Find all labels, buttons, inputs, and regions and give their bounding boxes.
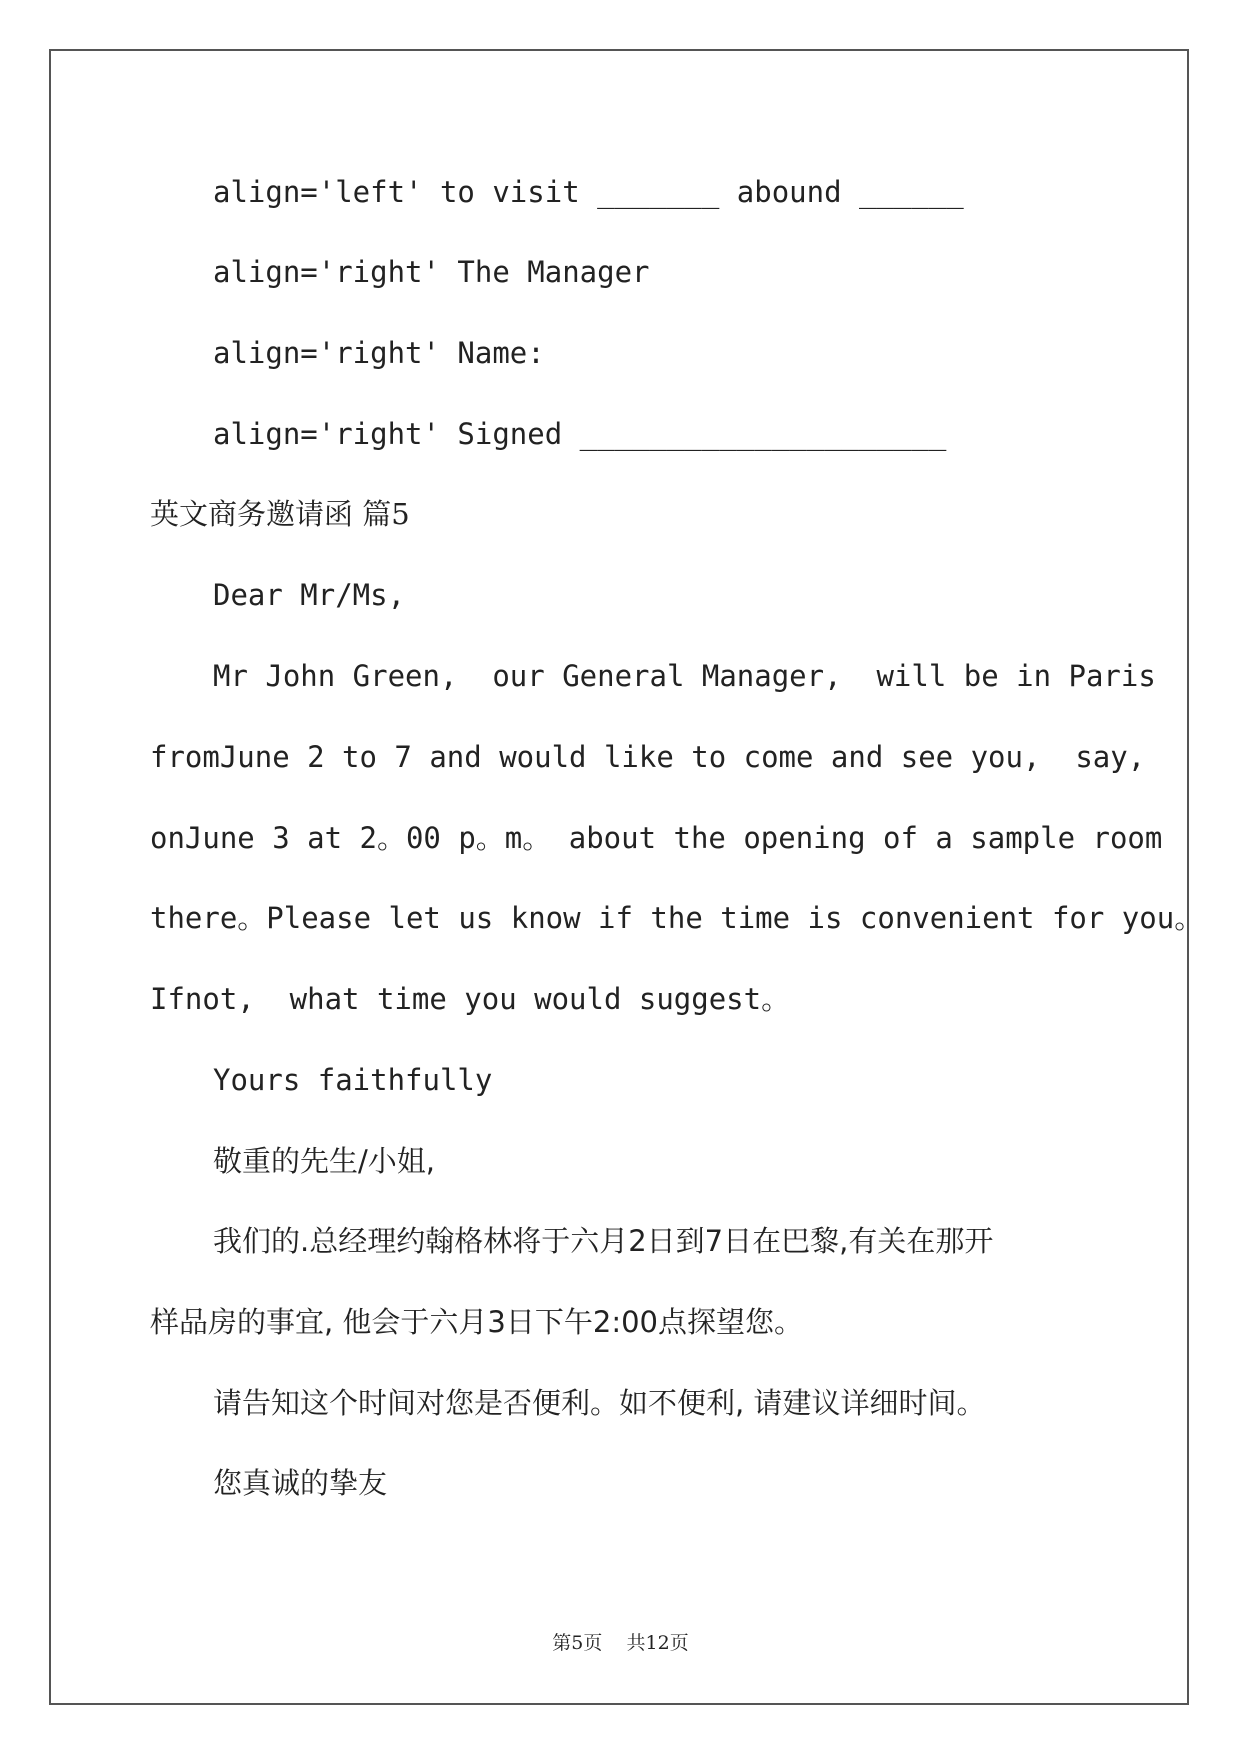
paragraph-en-line-2: fromJune 2 to 7 and would like to come and see you, say, xyxy=(150,740,1146,774)
paragraph-en-line-3: onJune 3 at 2。00 p。m。 about the opening of a sample room xyxy=(150,821,1163,855)
page-frame xyxy=(49,49,1189,1705)
paragraph-cn-line-1: 我们的.总经理约翰格林将于六月2日到7日在巴黎,有关在那开 xyxy=(213,1224,994,1258)
paragraph-cn-line-3: 请告知这个时间对您是否便利。如不便利, 请建议详细时间。 xyxy=(213,1386,986,1420)
page-number: 第5页 共12页 xyxy=(552,1632,689,1654)
paragraph-en-line-4: there。Please let us know if the time is convenient for you。 xyxy=(150,901,1204,935)
closing-en: Yours faithfully xyxy=(213,1063,493,1097)
paragraph-cn-line-2: 样品房的事宜, 他会于六月3日下午2:00点探望您。 xyxy=(150,1305,804,1339)
text-line-signed: align='right' Signed _____________________ xyxy=(213,417,947,451)
paragraph-en-line-1: Mr John Green, our General Manager, will be in Paris xyxy=(213,659,1156,693)
text-line-name: align='right' Name: xyxy=(213,336,545,370)
text-line-visit: align='left' to visit _______ abound ______ xyxy=(213,175,964,209)
salutation-cn: 敬重的先生/小姐, xyxy=(213,1144,435,1178)
text-line-manager: align='right' The Manager xyxy=(213,255,650,289)
closing-cn: 您真诚的挚友 xyxy=(213,1466,388,1500)
salutation-en: Dear Mr/Ms, xyxy=(213,578,406,612)
section-heading: 英文商务邀请函 篇5 xyxy=(150,497,410,531)
paragraph-en-line-5: Ifnot, what time you would suggest。 xyxy=(150,982,791,1016)
